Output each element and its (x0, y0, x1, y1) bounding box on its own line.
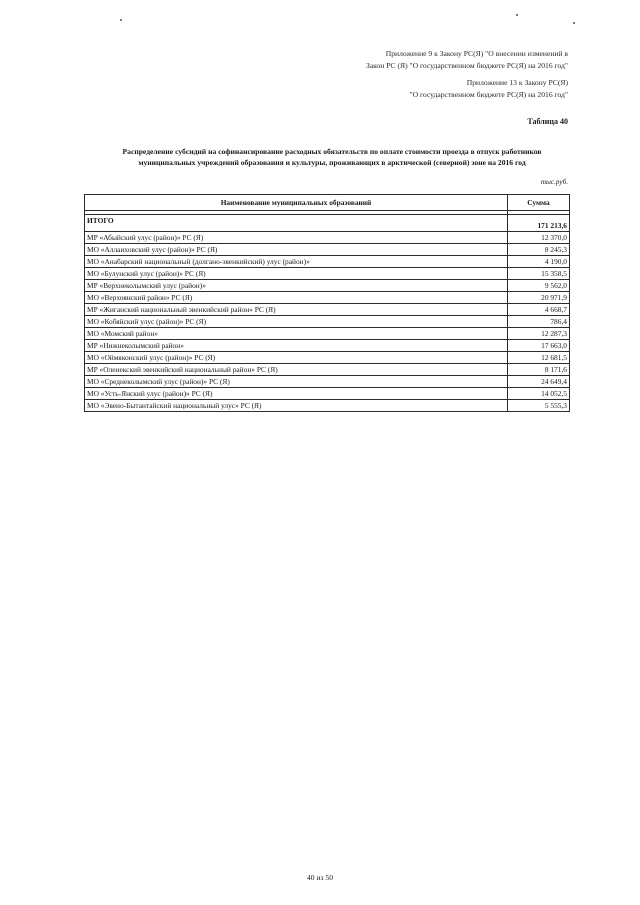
document-title (92, 146, 572, 168)
header-line: "О государственном бюджете РС(Я) на 2016 год" (409, 90, 568, 99)
column-header-amount: Сумма (508, 195, 570, 211)
title-line: Распределение субсидий на софинансирование расходных обязательств по оплате стоимости проезда в отпуск работников (122, 147, 542, 156)
table-row (85, 340, 570, 352)
municipality-name: МО «Среднеколымский улус (район)» РС (Я) (85, 376, 508, 388)
municipality-name: МО «Эвено-Бытантайский национальный улус» РС (Я) (85, 400, 508, 412)
municipality-name: МР «Жиганский национальный эвенкийский район» РС (Я) (85, 304, 508, 316)
subsidy-amount: 17 663,0 (508, 340, 570, 352)
scan-speck (120, 19, 122, 21)
subsidy-amount: 4 668,7 (508, 304, 570, 316)
municipality-name: МО «Аллаиховский улус (район)» РС (Я) (85, 244, 508, 256)
scan-speck (573, 22, 575, 24)
table-row (85, 268, 570, 280)
subsidy-amount: 5 555,3 (508, 400, 570, 412)
total-row (85, 215, 570, 232)
subsidy-amount: 786,4 (508, 316, 570, 328)
municipality-name: МО «Верхоянский район» РС (Я) (85, 292, 508, 304)
title-line: муниципальных учреждений образования и культуры, проживающих в арктической (северной) зоне на 2016 год (138, 158, 526, 167)
municipality-name: МР «Оленекский эвенкийский национальный район» РС (Я) (85, 364, 508, 376)
total-label: ИТОГО (85, 215, 508, 232)
table-row (85, 292, 570, 304)
table-row (85, 352, 570, 364)
amendment-reference (366, 48, 568, 72)
table-header-row (85, 195, 570, 211)
table-row (85, 388, 570, 400)
table-row (85, 400, 570, 412)
municipality-name: МР «Нижнеколымский район» (85, 340, 508, 352)
subsidy-amount: 4 190,0 (508, 256, 570, 268)
column-header-name: Наименование муниципальных образований (85, 195, 508, 211)
table-row (85, 232, 570, 244)
municipality-name: МО «Анабарский национальный (долгано-эвенкийский) улус (район)» (85, 256, 508, 268)
subsidy-amount: 12 287,3 (508, 328, 570, 340)
header-line: Закон РС (Я) "О государственном бюджете РС(Я) на 2016 год" (365, 61, 568, 70)
subsidy-amount: 20 971,9 (508, 292, 570, 304)
subsidy-table (84, 194, 570, 412)
header-line: Приложение 13 к Закону РС(Я) (466, 78, 568, 87)
table-row (85, 364, 570, 376)
table-row (85, 244, 570, 256)
table-row (85, 316, 570, 328)
appendix-reference (409, 77, 568, 101)
municipality-name: МО «Оймяконский улус (район)» РС (Я) (85, 352, 508, 364)
scan-speck (516, 14, 518, 16)
subsidy-amount: 24 649,4 (508, 376, 570, 388)
subsidy-amount: 12 370,0 (508, 232, 570, 244)
table-row (85, 328, 570, 340)
municipality-name: МР «Верхнеколымский улус (район)» (85, 280, 508, 292)
subsidy-amount: 15 358,5 (508, 268, 570, 280)
table-row (85, 280, 570, 292)
municipality-name: МР «Абыйский улус (район)» РС (Я) (85, 232, 508, 244)
municipality-name: МО «Булунский улус (район)» РС (Я) (85, 268, 508, 280)
table-row (85, 304, 570, 316)
page-number: 40 из 50 (306, 873, 334, 882)
subsidy-amount: 9 562,0 (508, 280, 570, 292)
header-line: Приложение 9 к Закону РС(Я) "О внесении изменений в (385, 49, 568, 58)
municipality-name: МО «Усть-Янский улус (район)» РС (Я) (85, 388, 508, 400)
municipality-name: МО «Кобяйский улус (район)» РС (Я) (85, 316, 508, 328)
subsidy-amount: 8 245,3 (508, 244, 570, 256)
table-number: Таблица 40 (527, 117, 568, 126)
table-row (85, 256, 570, 268)
subsidy-amount: 8 171,6 (508, 364, 570, 376)
subsidy-amount: 14 052,5 (508, 388, 570, 400)
subsidy-amount: 12 681,5 (508, 352, 570, 364)
total-amount: 171 213,6 (508, 215, 570, 232)
table-row (85, 376, 570, 388)
municipality-name: МО «Момский район» (85, 328, 508, 340)
units-label: тыс.руб. (540, 178, 568, 186)
